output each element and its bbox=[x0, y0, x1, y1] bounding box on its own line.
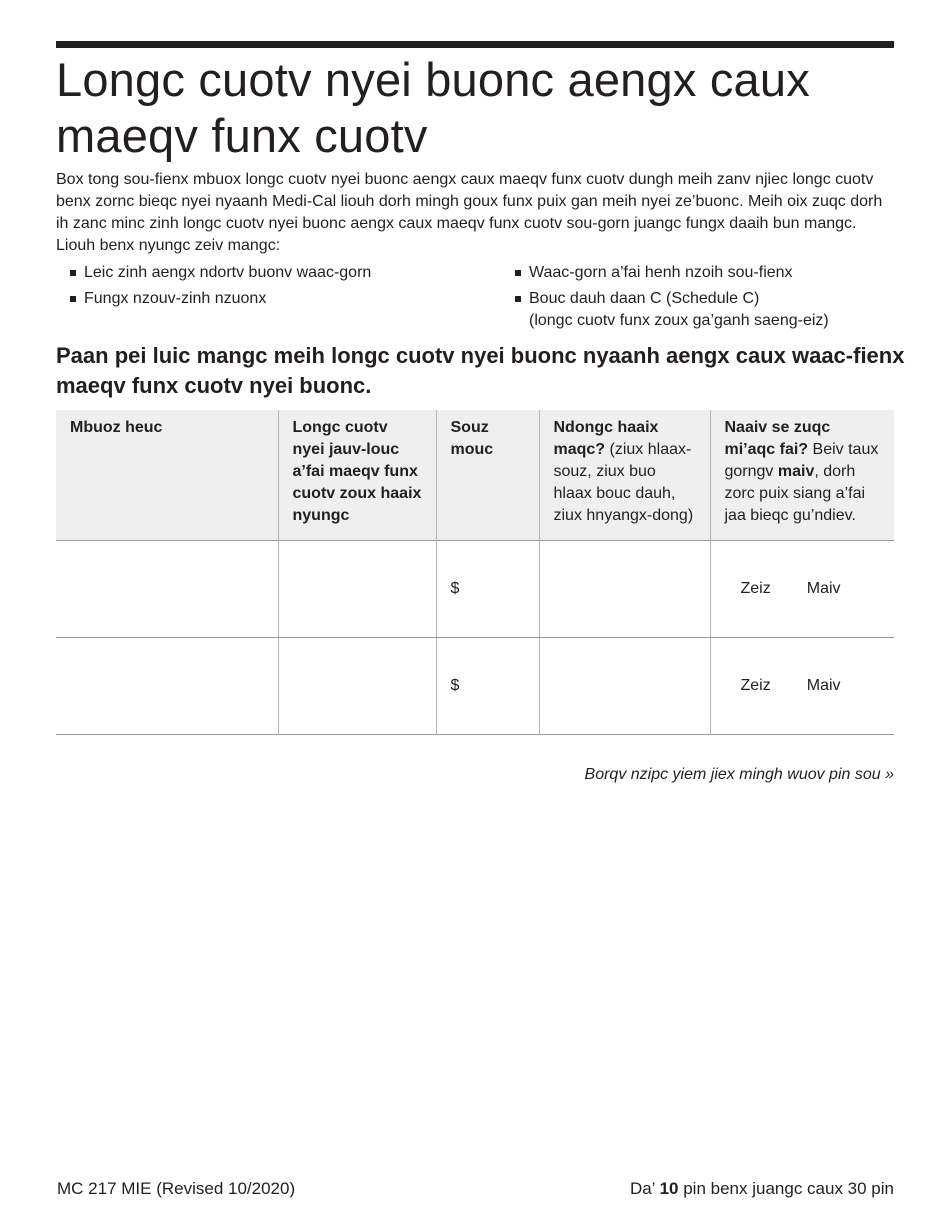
bullet-square-icon bbox=[515, 270, 521, 276]
bullet-square-icon bbox=[515, 296, 521, 302]
no-option[interactable]: Maiv bbox=[806, 676, 841, 694]
yes-option[interactable]: Zeiz bbox=[740, 579, 771, 597]
intro-paragraph: Box tong sou-fienx mbuox longc cuotv nyei buonc aengx caux maeqv funx cuotv dungh meih zanv njiec longc cuotv benx zornc bieqc nyei nyaanh Medi-Cal liouh dorh mingh goux funx puix gan meih nyei ze’buonc. Meih oix zuqc dorh ih zanc minc zinh longc cuotv nyei buonc aengx caux maeqv funx cuotv sou-gorn juangc fungx daaih bun mangc. Liouh benx nyungc zeiv mangc: bbox=[56, 171, 883, 254]
expense-table bbox=[56, 410, 894, 735]
bullet-list-right bbox=[515, 262, 915, 336]
bullet-list-left bbox=[70, 262, 490, 314]
required-cell bbox=[710, 637, 894, 734]
amount-cell[interactable]: $ bbox=[436, 540, 539, 637]
name-cell[interactable] bbox=[56, 540, 278, 637]
table-row bbox=[56, 540, 894, 637]
list-item: Fungx nzouv-zinh nzuonx bbox=[70, 288, 490, 310]
bullet-square-icon bbox=[70, 270, 76, 276]
list-item: Waac-gorn a’fai henh nzoih sou-fienx bbox=[515, 262, 915, 284]
table-header-row bbox=[56, 410, 894, 540]
frequency-cell[interactable] bbox=[539, 540, 710, 637]
amount-cell[interactable]: $ bbox=[436, 637, 539, 734]
header-purpose: Longc cuotv nyei jauv-louc a’fai maeqv funx cuotv zoux haaix nyungc bbox=[278, 410, 436, 540]
required-cell bbox=[710, 540, 894, 637]
frequency-cell[interactable] bbox=[539, 637, 710, 734]
purpose-cell[interactable] bbox=[278, 540, 436, 637]
name-cell[interactable] bbox=[56, 637, 278, 734]
header-name: Mbuoz heuc bbox=[56, 410, 278, 540]
continue-note: Borqv nzipc yiem jiex mingh wuov pin sou » bbox=[584, 766, 894, 783]
page-number: Da’ 10 pin benx juangc caux 30 pin bbox=[629, 1179, 894, 1198]
table-row bbox=[56, 637, 894, 734]
list-item: Bouc dauh daan C (Schedule C) (longc cuotv funx zoux ga’ganh saeng-eiz) bbox=[515, 288, 915, 332]
bullet-square-icon bbox=[70, 296, 76, 302]
header-frequency: Ndongc haaix maqc? (ziux hlaax-souz, ziux buo hlaax bouc dauh, ziux hnyangx-dong) bbox=[539, 410, 710, 540]
no-option[interactable]: Maiv bbox=[806, 579, 841, 597]
page-title: Longc cuotv nyei buonc aengx caux maeqv funx cuotv bbox=[56, 53, 810, 162]
yes-option[interactable]: Zeiz bbox=[740, 676, 771, 694]
form-number: MC 217 MIE (Revised 10/2020) bbox=[57, 1179, 296, 1198]
header-required: Naaiv se zuqc mi’aqc fai? Beiv taux gorngv maiv, dorh zorc puix siang a’fai jaa bieqc gu’ndiev. bbox=[710, 410, 894, 540]
section-heading: Paan pei luic mangc meih longc cuotv nyei buonc nyaanh aengx caux waac-fienx maeqv funx cuotv nyei buonc. bbox=[56, 343, 905, 398]
header-amount: Souz mouc bbox=[436, 410, 539, 540]
list-item: Leic zinh aengx ndortv buonv waac-gorn bbox=[70, 262, 490, 284]
top-rule bbox=[56, 41, 894, 48]
purpose-cell[interactable] bbox=[278, 637, 436, 734]
